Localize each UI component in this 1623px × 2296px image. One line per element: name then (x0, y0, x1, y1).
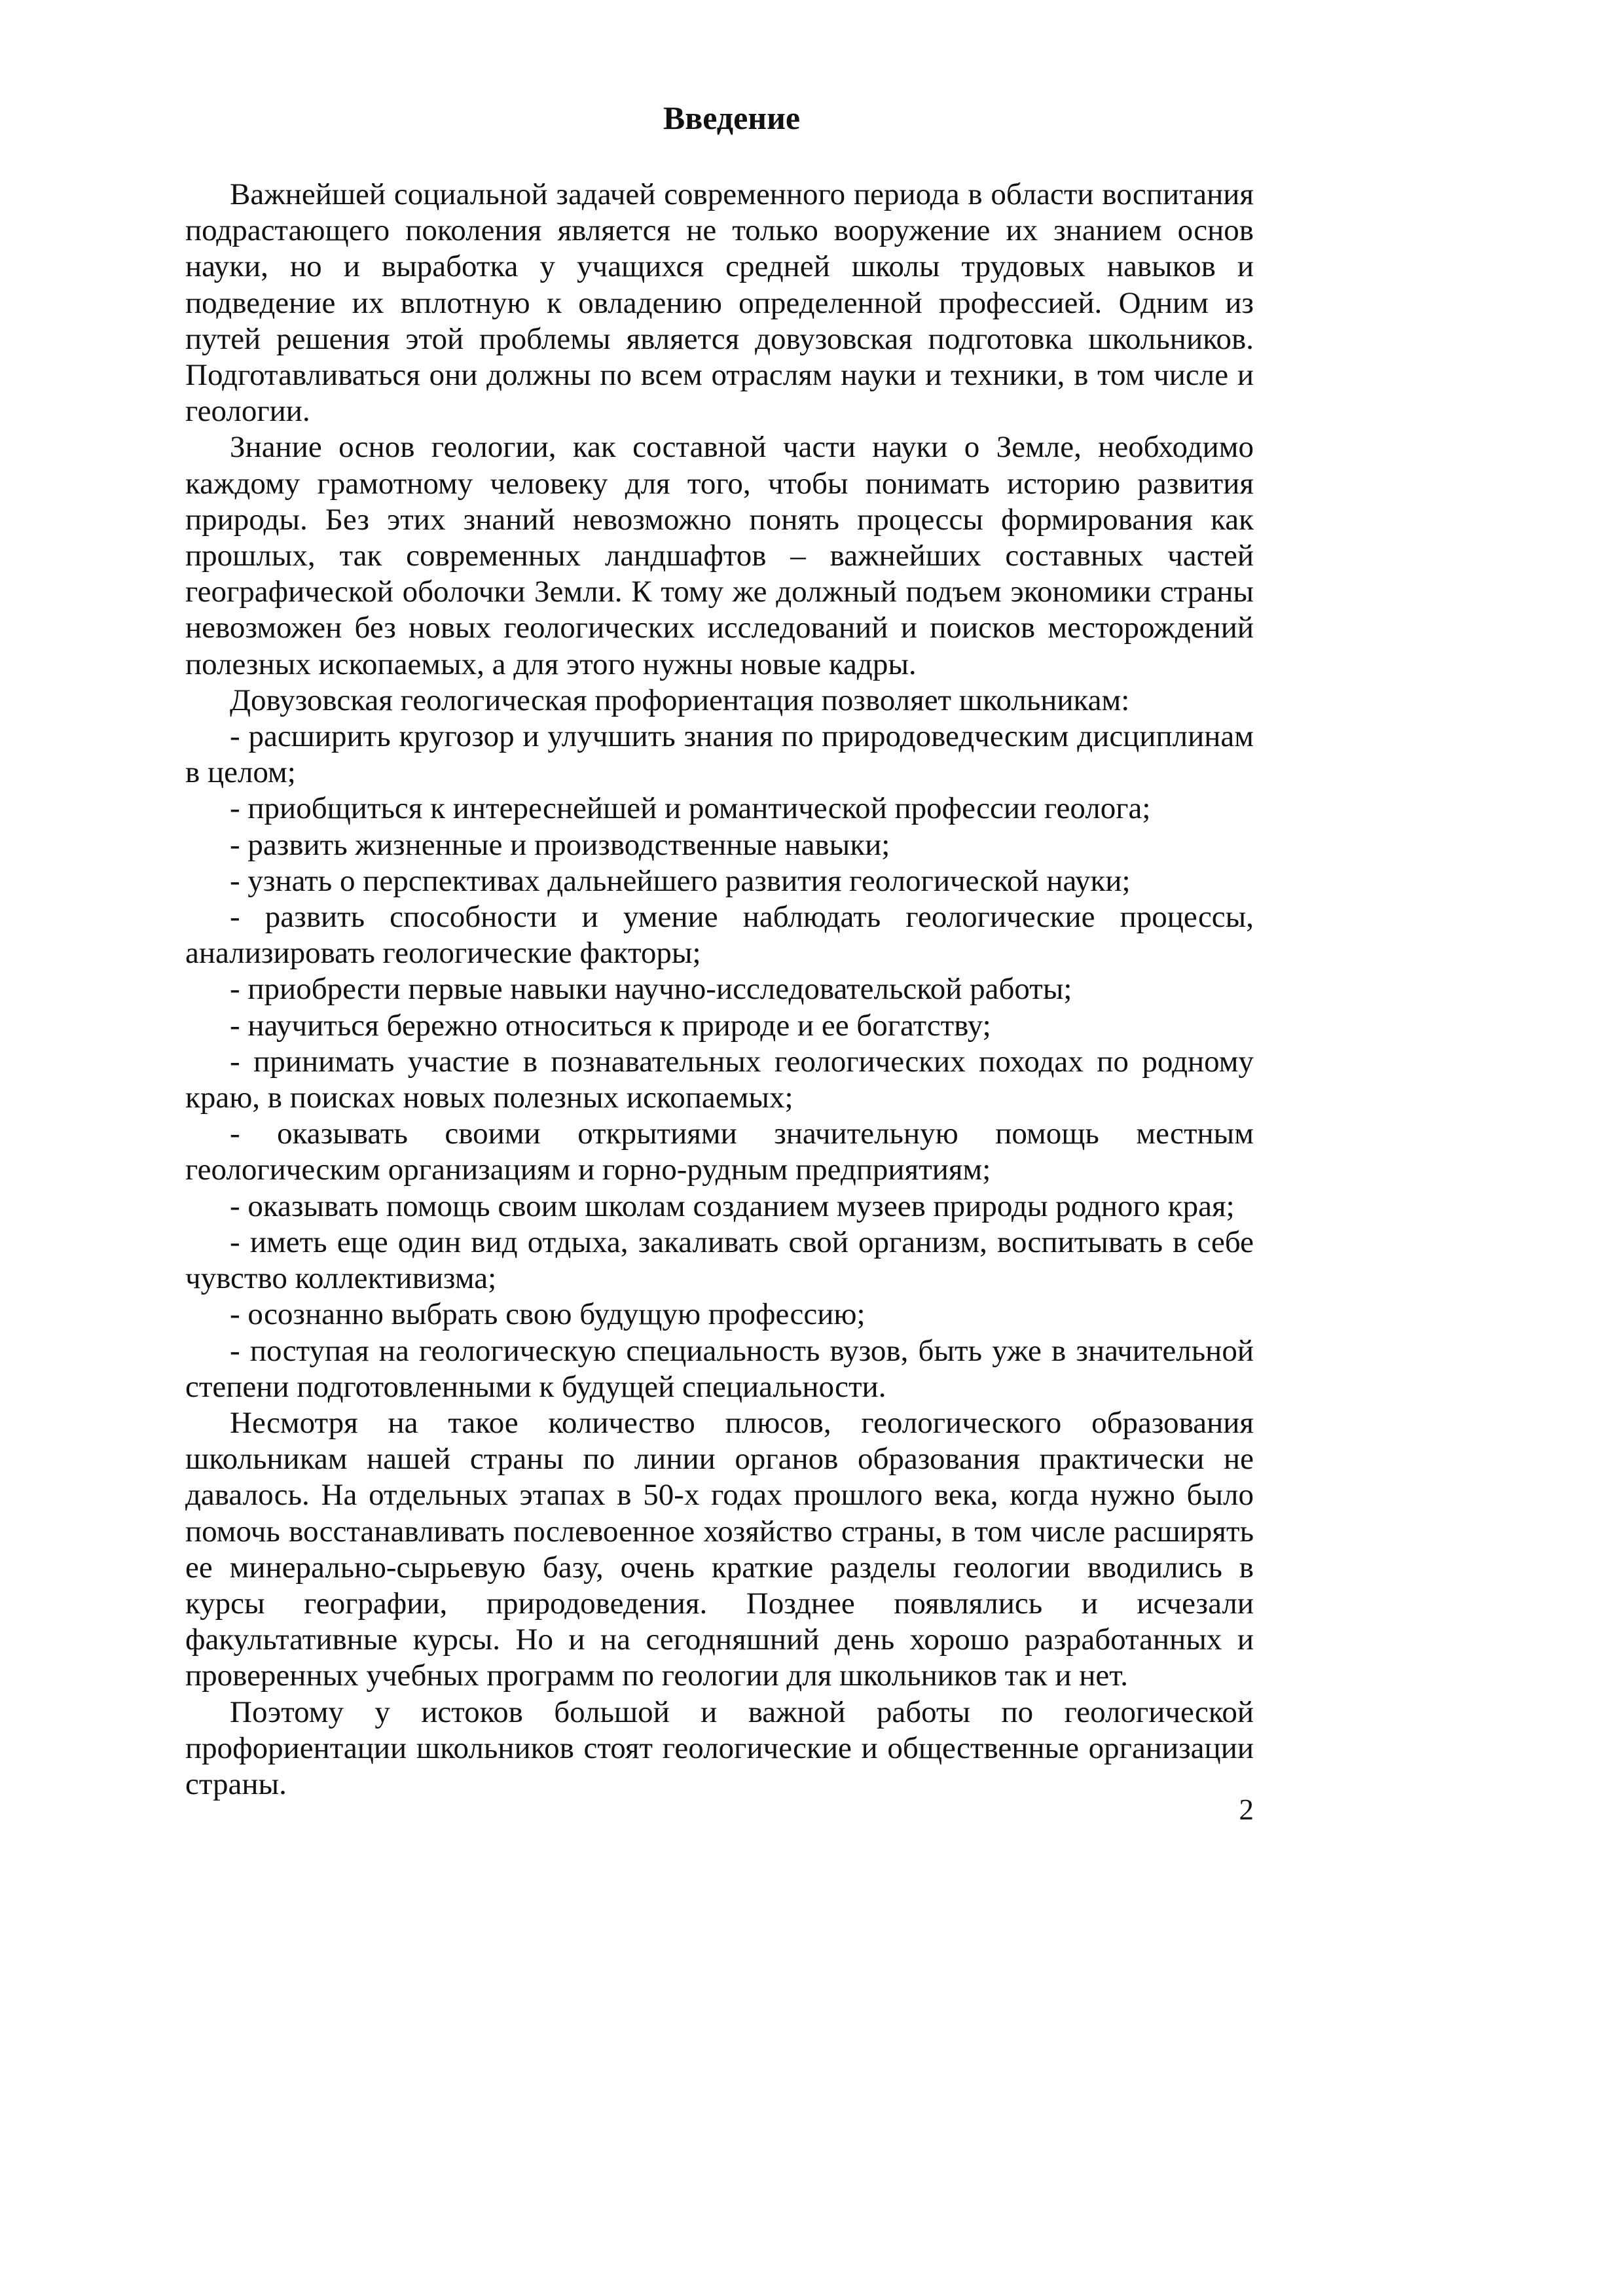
list-item: - оказывать помощь своим школам созданием музеев природы родного края; (230, 1189, 1235, 1223)
paragraph-despite: Несмотря на такое количество плюсов, геологического образования школьникам нашей страны по линии органов образования практически не давалось. На отдельных этапах в 50-х годах прошлого века, когда нужно было помочь восстанавливать послевоенное хозяйство страны, в том числе расширять ее минерально-сырьевую базу, очень краткие разделы геологии вводились в курсы географии, природоведения. Позднее появлялись и исчезали факультативные курсы. Но и на сегодняшний день хорошо разработанных и проверенных учебных программ по геологии для школьников так и нет. (185, 1405, 1254, 1693)
paragraph-intro: Важнейшей социальной задачей современного периода в области воспитания подрастающего поколения является не только вооружение их знанием основ науки, но и выработка у учащихся средней школы трудовых навыков и подведение их вплотную к овладению определенной профессией. Одним из путей решения этой проблемы является довузовская подготовка школьников. Подготавливаться они должны по всем отраслям науки и техники, в том числе и геологии. (185, 177, 1254, 429)
paragraph-geology-knowledge: Знание основ геологии, как составной части науки о Земле, необходимо каждому грамотному человеку для того, чтобы понимать историю развития природы. Без этих знаний невозможно понять процессы формирования как прошлых, так современных ландшафтов – важнейших составных частей географической оболочки Земли. К тому же должный подъем экономики страны невозможен без новых геологических исследований и поисков месторождений полезных ископаемых, а для этого нужны новые кадры. (185, 430, 1254, 681)
paragraph-conclusion: Поэтому у истоков большой и важной работы по геологической профориентации школьников стоят геологические и общественные организации страны. (185, 1695, 1254, 1801)
page-title: Введение (663, 99, 801, 136)
list-item: - развить жизненные и производственные навыки; (230, 827, 890, 862)
list-item: - расширить кругозор и улучшить знания по природоведческим дисциплинам в целом; (185, 719, 1254, 790)
paragraph-list-intro: Довузовская геологическая профориентация позволяет школьникам: (230, 683, 1130, 717)
list-item: - оказывать своими открытиями значительную помощь местным геологическим организациям и горно-рудным предприятиям; (185, 1117, 1254, 1187)
page-number: 2 (1239, 1793, 1254, 1826)
list-item: - осознанно выбрать свою будущую профессию; (230, 1297, 866, 1332)
body-text (185, 177, 1254, 1803)
list-item: - узнать о перспективах дальнейшего развития геологической науки; (230, 863, 1131, 898)
list-item: - приобрести первые навыки научно-исследовательской работы; (230, 972, 1072, 1007)
list-item: - приобщиться к интереснейшей и романтической профессии геолога; (230, 791, 1151, 826)
list-item: - иметь еще один вид отдыха, закаливать свой организм, воспитывать в себе чувство коллективизма; (185, 1225, 1254, 1296)
list-item: - развить способности и умение наблюдать геологические процессы, анализировать геологические факторы; (185, 900, 1254, 971)
list-item: - поступая на геологическую специальность вузов, быть уже в значительной степени подготовленными к будущей специальности. (185, 1333, 1254, 1404)
list-item: - принимать участие в познавательных геологических походах по родному краю, в поисках новых полезных ископаемых; (185, 1044, 1254, 1115)
list-item: - научиться бережно относиться к природе и ее богатству; (230, 1008, 991, 1043)
